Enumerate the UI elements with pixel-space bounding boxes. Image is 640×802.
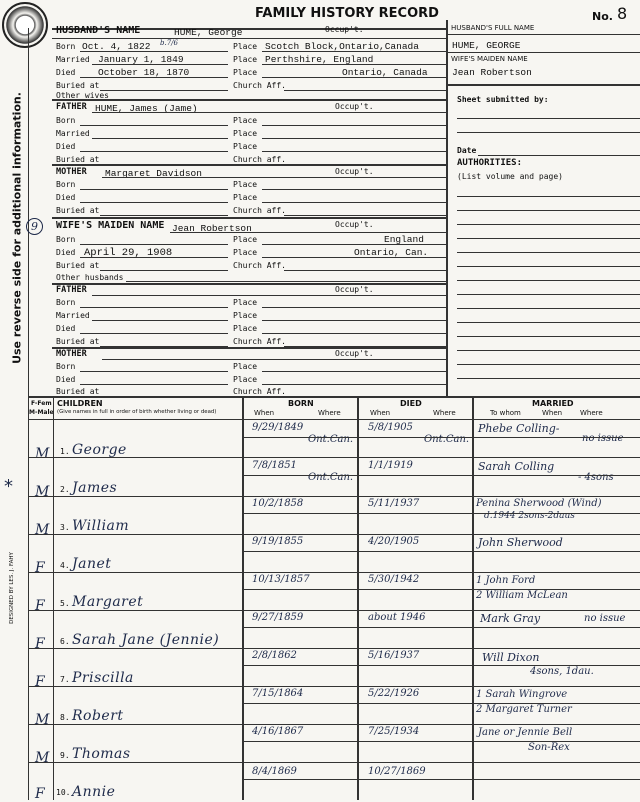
child-number: 4. — [60, 561, 70, 570]
circled-number: 9 — [26, 218, 43, 235]
child-married-note: no issue — [584, 613, 626, 624]
child-born-where: Ont.Can. — [308, 472, 354, 483]
husband-buried-label: Buried at — [56, 81, 100, 90]
child-died-when: 5/30/1942 — [368, 574, 420, 585]
child-died-when: about 1946 — [368, 612, 426, 623]
child-died-when: 10/27/1869 — [368, 766, 426, 777]
child-number: 3. — [60, 523, 70, 532]
child-born-when: 7/8/1851 — [252, 460, 297, 471]
wm-buried-label: Buried at — [56, 387, 100, 396]
born-where-header: Where — [318, 409, 341, 417]
child-died-when: 5/8/1905 — [368, 422, 413, 433]
children-subtitle: (Give names in full in order of birth whether living or dead) — [57, 409, 217, 415]
child-number: 8. — [60, 713, 70, 722]
died-header: DIED — [400, 399, 422, 408]
record-number-value: 8 — [617, 4, 628, 23]
wife-died-label: Died — [56, 248, 76, 257]
child-sex: M — [35, 484, 50, 500]
child-number: 9. — [60, 751, 70, 760]
genealogy-seal — [2, 2, 48, 48]
husband-died-date: October 18, 1870 — [98, 67, 190, 78]
husbands-name-label: HUSBAND'S NAME — [56, 25, 141, 36]
child-sex: M — [35, 522, 50, 538]
died-when-header: When — [370, 409, 391, 417]
child-died-when: 5/22/1926 — [368, 688, 420, 699]
child-born-when: 9/27/1859 — [252, 612, 304, 623]
husband-died-place: Ontario, Canada — [342, 67, 428, 78]
child-married-to: 1 Sarah Wingrove — [476, 689, 568, 700]
hf-married-place: Place — [233, 129, 258, 138]
wife-maiden-name-right-label: WIFE'S MAIDEN NAME — [451, 55, 528, 63]
hm-buried-label: Buried at — [56, 206, 100, 215]
child-married-to: Will Dixon — [482, 651, 540, 664]
child-married-to: John Sherwood — [478, 536, 563, 549]
hf-born-place: Place — [233, 116, 258, 125]
child-born-when: 7/15/1864 — [252, 688, 304, 699]
hf-died-place: Place — [233, 142, 258, 151]
husband-mother-value: Margaret Davidson — [105, 168, 202, 179]
wife-died-date: April 29, 1908 — [84, 247, 173, 259]
child-sex: F — [35, 786, 46, 802]
child-name: William — [72, 518, 130, 534]
child-name: Priscilla — [72, 670, 134, 686]
child-married-to: Sarah Colling — [478, 460, 555, 473]
hf-married-label: Married — [56, 129, 90, 138]
wife-maiden-name-right-value: Jean Robertson — [452, 67, 532, 78]
child-married-to: 1 John Ford — [476, 575, 536, 586]
wf-born-place: Place — [233, 298, 258, 307]
child-born-where: Ont.Can. — [308, 434, 354, 445]
child-sex: M — [35, 750, 50, 766]
child-born-when: 9/29/1849 — [252, 422, 304, 433]
husband-full-name-value: HUME, GEORGE — [452, 40, 521, 51]
wife-born-place-label: Place — [233, 235, 258, 244]
wife-buried-label: Buried at — [56, 261, 100, 270]
hm-born-place: Place — [233, 180, 258, 189]
husband-church-label: Church Aff. — [233, 81, 286, 90]
married-when-header: When — [542, 409, 563, 417]
wm-born-place: Place — [233, 362, 258, 371]
child-born-when: 10/2/1858 — [252, 498, 304, 509]
hf-died-label: Died — [56, 142, 76, 151]
child-sex: M — [35, 446, 50, 462]
child-died-when: 7/25/1934 — [368, 726, 420, 737]
child-died-when: 5/11/1937 — [368, 498, 420, 509]
husband-born-label: Born — [56, 42, 76, 51]
child-name: Janet — [72, 556, 112, 572]
wife-occupation-label: Occup't. — [335, 220, 374, 229]
wife-name-value: Jean Robertson — [172, 223, 252, 234]
child-married-note: - 4sons — [578, 472, 614, 483]
wife-born-label: Born — [56, 235, 76, 244]
married-to-whom-header: To whom — [490, 409, 521, 417]
born-when-header: When — [254, 409, 275, 417]
wm-died-label: Died — [56, 375, 76, 384]
husband-born-place-label: Place — [233, 42, 258, 51]
wife-father-label: FATHER — [56, 285, 87, 295]
wife-mother-occupation: Occup't. — [335, 349, 374, 358]
wife-father-occupation: Occup't. — [335, 285, 374, 294]
child-name: Robert — [72, 708, 124, 724]
child-sex: F — [35, 636, 46, 652]
died-where-header: Where — [433, 409, 456, 417]
wife-church-label: Church Aff. — [233, 261, 286, 270]
husband-mother-occupation: Occup't. — [335, 167, 374, 176]
hf-born-label: Born — [56, 116, 76, 125]
husband-married-date: January 1, 1849 — [98, 54, 184, 65]
hm-born-label: Born — [56, 180, 76, 189]
child-sex: F — [35, 674, 46, 690]
wife-died-place: Ontario, Can. — [354, 247, 429, 258]
asterisk-mark: * — [4, 476, 13, 497]
child-married-note: d.1944 2sons-2daus — [484, 511, 575, 521]
child-married-note: Son-Rex — [528, 742, 570, 753]
wife-mother-label: MOTHER — [56, 349, 87, 359]
child-number: 1. — [60, 447, 70, 456]
husband-other-wives-label: Other wives — [56, 91, 109, 100]
child-name: Margaret — [72, 594, 144, 610]
sex-label-male: M-Male — [29, 409, 54, 416]
husband-full-name-label: HUSBAND'S FULL NAME — [451, 24, 535, 32]
wm-died-place: Place — [233, 375, 258, 384]
date-label: Date — [457, 146, 477, 155]
wife-died-place-label: Place — [233, 248, 258, 257]
child-married-to: Penina Sherwood (Wind) — [476, 498, 602, 509]
wife-born-place: England — [384, 234, 424, 245]
designer-credit: DESIGNED BY LES. J. FAHY — [9, 552, 15, 624]
child-name: George — [72, 442, 127, 458]
sheet-submitted-label: Sheet submitted by: — [457, 95, 549, 104]
husband-father-occupation: Occup't. — [335, 102, 374, 111]
married-where-header: Where — [580, 409, 603, 417]
husband-occupation-label: Occup't. — [325, 25, 364, 34]
husband-died-place-label: Place — [233, 68, 258, 77]
child-sex: F — [35, 560, 46, 576]
child-name: Sarah Jane (Jennie) — [72, 632, 220, 648]
born-header: BORN — [288, 399, 314, 408]
husband-married-place-label: Place — [233, 55, 258, 64]
child-name: Annie — [72, 784, 116, 800]
husband-name-value: HUME, George — [174, 27, 243, 38]
hm-died-label: Died — [56, 193, 76, 202]
wf-married-place: Place — [233, 311, 258, 320]
wf-died-label: Died — [56, 324, 76, 333]
child-born-when: 10/13/1857 — [252, 574, 310, 585]
married-header: MARRIED — [532, 399, 574, 408]
authorities-label: AUTHORITIES: — [457, 158, 523, 168]
wife-other-husbands-label: Other husbands — [56, 273, 124, 282]
child-number: 10. — [56, 788, 71, 797]
record-number-label: No. — [592, 10, 613, 23]
husband-born-place: Scotch Block,Ontario,Canada — [265, 41, 419, 52]
form-title: FAMILY HISTORY RECORD — [255, 6, 439, 21]
child-born-when: 4/16/1867 — [252, 726, 304, 737]
list-volume-note: (List volume and page) — [457, 172, 563, 181]
husband-born-note: b.7/6 — [160, 39, 178, 47]
child-born-when: 2/8/1862 — [252, 650, 297, 661]
child-married-note: 2 William McLean — [476, 590, 568, 601]
child-died-when: 4/20/1905 — [368, 536, 420, 547]
child-sex: M — [35, 712, 50, 728]
husband-mother-label: MOTHER — [56, 167, 87, 177]
child-born-when: 8/4/1869 — [252, 766, 297, 777]
hf-buried-label: Buried at — [56, 155, 100, 164]
child-name: Thomas — [72, 746, 131, 762]
child-married-note: 2 Margaret Turner — [476, 704, 572, 715]
child-died-when: 1/1/1919 — [368, 460, 413, 471]
child-married-note: 4sons, 1dau. — [530, 666, 594, 677]
child-born-when: 9/19/1855 — [252, 536, 304, 547]
wf-church-label: Church Aff. — [233, 337, 286, 346]
child-sex: F — [35, 598, 46, 614]
husband-married-place: Perthshire, England — [265, 54, 374, 65]
side-note: Use reverse side for additional information. — [10, 92, 24, 364]
wf-born-label: Born — [56, 298, 76, 307]
hm-church-label: Church aff. — [233, 206, 286, 215]
husband-father-value: HUME, James (Jame) — [95, 103, 198, 114]
wifes-maiden-name-label: WIFE'S MAIDEN NAME — [56, 220, 165, 231]
hf-church-label: Church aff. — [233, 155, 286, 164]
child-married-note: no issue — [582, 433, 624, 444]
wf-died-place: Place — [233, 324, 258, 333]
sex-label: F-Fem — [31, 400, 52, 407]
husband-married-label: Married — [56, 55, 90, 64]
husband-born-date: Oct. 4, 1822 — [82, 41, 151, 52]
child-number: 5. — [60, 599, 70, 608]
child-died-when: 5/16/1937 — [368, 650, 420, 661]
child-name: James — [72, 480, 118, 496]
husband-died-label: Died — [56, 68, 76, 77]
child-married-to: Mark Gray — [480, 612, 541, 625]
child-number: 2. — [60, 485, 70, 494]
hm-died-place: Place — [233, 193, 258, 202]
child-number: 7. — [60, 675, 70, 684]
child-died-where: Ont.Can. — [424, 434, 470, 445]
children-title: CHILDREN — [57, 399, 103, 408]
husband-father-label: FATHER — [56, 102, 87, 112]
wm-church-label: Church Aff. — [233, 387, 286, 396]
child-married-to: Jane or Jennie Bell — [478, 727, 573, 738]
wm-born-label: Born — [56, 362, 76, 371]
child-married-to: Phebe Colling- — [478, 422, 560, 435]
wf-married-label: Married — [56, 311, 90, 320]
child-number: 6. — [60, 637, 70, 646]
wf-buried-label: Buried at — [56, 337, 100, 346]
